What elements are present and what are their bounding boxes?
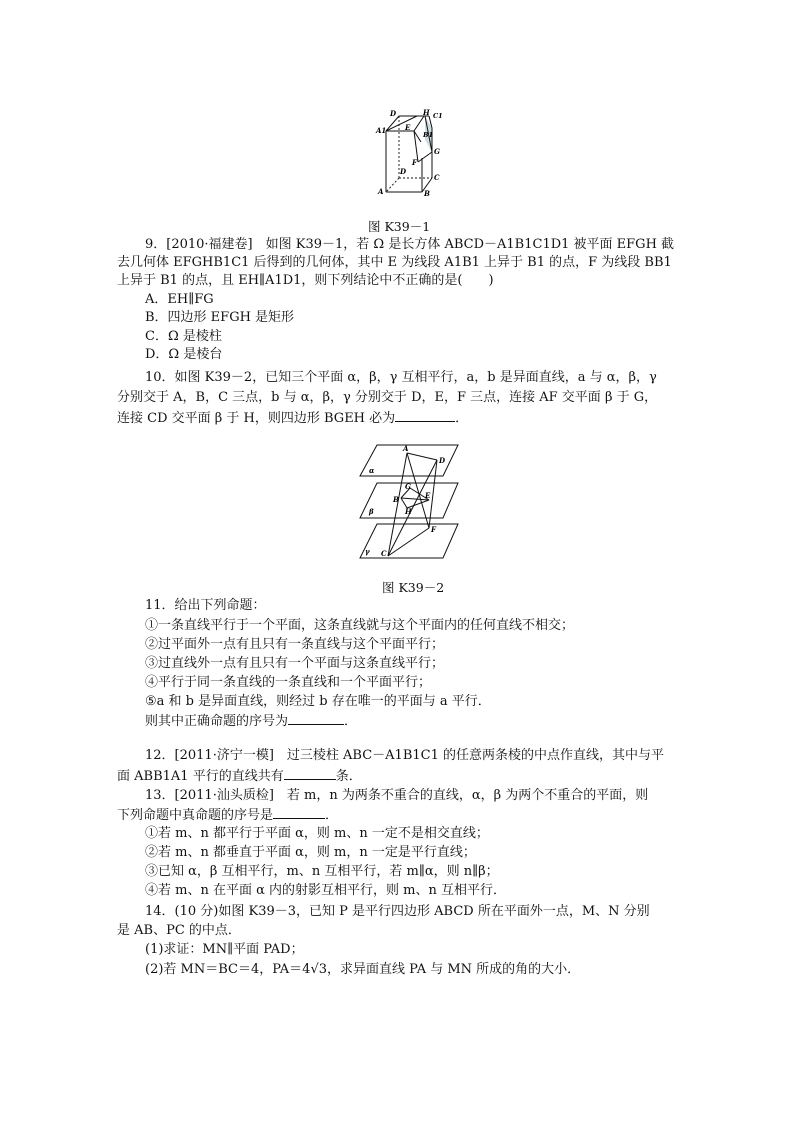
question-13 [117, 787, 677, 903]
q9-option-b: B．四边形 EFGH 是矩形 [145, 310, 295, 325]
label-A: A [378, 187, 384, 196]
q12-answer-blank[interactable] [284, 767, 336, 780]
q14-line1: 14．(10 分)如图 K39－3，已知 P 是平行四边形 ABCD 所在平面外一点，M、N 分别 [145, 904, 650, 919]
figure1-caption: 图 K39－1 [368, 219, 431, 234]
q11-answer-blank[interactable] [288, 712, 344, 725]
label-C1: C1 [433, 112, 443, 120]
q14-part-2: (2)若 MN＝BC＝4，PA＝4√3，求异面直线 PA 与 MN 所成的角的大小． [145, 962, 581, 977]
q14-part-1: (1)求证：MN∥平面 PAD； [145, 942, 304, 957]
label-alpha: α [369, 466, 375, 475]
label-B: B [393, 495, 399, 504]
q13-item-2: ②若 m、n 都垂直于平面 α，则 m，n 一定是平行直线； [145, 845, 476, 860]
question-14 [117, 903, 677, 983]
q12-line2: 面 ABB1A1 平行的直线共有 条． [117, 769, 362, 784]
q13-line2: 下列命题中真命题的序号是 ． [117, 808, 339, 823]
q14-line2: 是 AB、PC 的中点． [117, 923, 241, 938]
label-D: D [439, 456, 446, 465]
q11-ask: 则其中正确命题的序号为 ． [145, 714, 358, 729]
q11-item-3: ③过直线外一点有且只有一个平面与这条直线平行； [145, 656, 445, 671]
label-B1: B1 [423, 131, 434, 139]
q13-item-3: ③已知 α，β 互相平行，m、n 互相平行，若 m∥α，则 n∥β； [145, 864, 499, 879]
q11-intro: 11．给出下列命题： [145, 598, 266, 613]
q11-item-2: ②过平面外一点有且只有一条直线与这个平面平行； [145, 637, 445, 652]
question-12 [117, 747, 677, 787]
plane-gamma [360, 524, 458, 558]
q13-item-4: ④若 m、n 在平面 α 内的射影互相平行，则 m、n 互相平行． [145, 883, 506, 898]
q9-option-d: D．Ω 是棱台 [145, 347, 223, 362]
q10-line3-text: 连接 CD 交平面 β 于 H，则四边形 BGEH 必为 [117, 411, 396, 426]
label-A1: A1 [376, 126, 387, 135]
q10-line2: 分别交于 A，B，C 三点，b 与 α，β，γ 分别交于 D，E，F 三点，连接 AF 交平面 β 于 G， [117, 390, 658, 405]
question-9 [117, 236, 677, 368]
q9-line2: 去几何体 EFGHB1C1 后得到的几何体，其中 E 为线段 A1B1 上异于 B1 的点，F 为线段 BB1 [117, 255, 672, 270]
q13-line1: 13．[2011·汕头质检] 若 m，n 为两条不重合的直线，α，β 为两个不重合的平面，则 [145, 788, 649, 803]
label-D1: D [390, 109, 397, 118]
label-gamma: γ [365, 547, 370, 556]
label-G: G [434, 147, 440, 156]
label-D: D [400, 167, 407, 176]
label-H: H [423, 108, 430, 117]
label-H: H [405, 507, 412, 516]
question-11 [117, 597, 677, 731]
q10-answer-blank[interactable] [395, 409, 455, 422]
label-B: B [424, 189, 430, 196]
figure-cuboid [368, 106, 458, 196]
q9-option-a: A．EH∥FG [145, 292, 214, 307]
figure2-caption: 图 K39－2 [382, 580, 445, 595]
q9-option-c: C．Ω 是棱柱 [145, 329, 222, 344]
label-C: C [381, 549, 387, 558]
label-F: F [412, 158, 417, 167]
q11-item-4: ④平行于同一条直线的一条直线和一个平面平行； [145, 675, 432, 690]
label-E: E [425, 491, 431, 500]
label-F: F [431, 525, 436, 534]
q10-line1: 10．如图 K39－2，已知三个平面 α，β，γ 互相平行，a，b 是异面直线，a 与 α，β，γ [145, 370, 657, 385]
q13-item-1: ①若 m、n 都平行于平面 α，则 m、n 一定不是相交直线； [145, 826, 489, 841]
label-A: A [403, 444, 409, 453]
q13-answer-blank[interactable] [273, 806, 325, 819]
question-10 [117, 369, 677, 429]
q11-item-5: ⑤a 和 b 是异面直线，则经过 b 存在唯一的平面与 a 平行． [145, 694, 491, 709]
q9-line1: 9．[2010·福建卷] 如图 K39－1，若 Ω 是长方体 ABCD－A1B1C1D1 被平面 EFGH 截 [145, 237, 675, 252]
q9-line3: 上异于 B1 的点，且 EH∥A1D1，则下列结论中不正确的是( ) [117, 273, 494, 288]
label-E: E [405, 123, 411, 132]
figure-parallel-planes [355, 440, 465, 565]
label-C: C [434, 173, 440, 182]
q10-line3: 连接 CD 交平面 β 于 H，则四边形 BGEH 必为 ． [117, 411, 469, 426]
q12-line1: 12．[2011·济宁一模] 过三棱柱 ABC－A1B1C1 的任意两条棱的中点作直线，其中与平 [145, 748, 664, 763]
q11-item-1: ①一条直线平行于一个平面，这条直线就与这个平面内的任何直线不相交； [145, 618, 575, 633]
label-G: G [405, 482, 411, 491]
label-beta: β [369, 507, 374, 516]
